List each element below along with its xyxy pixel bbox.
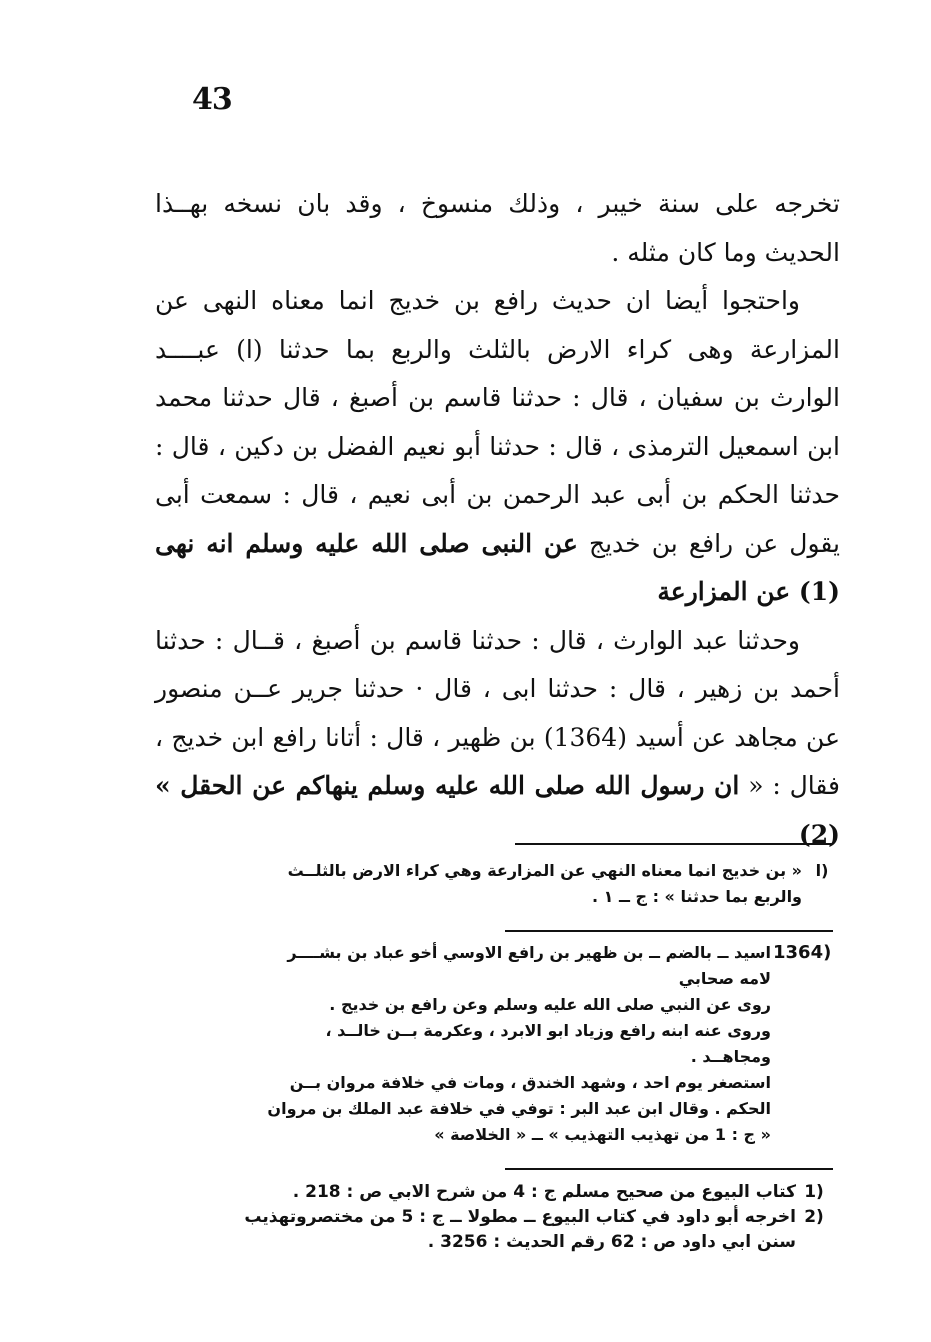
footnote-1-marker: 1)	[804, 1182, 824, 1202]
footnote-bio-line: روى عن النبي صلى الله عليه وسلم وعن رافع بن خديج .	[329, 995, 771, 1014]
footnote-bio	[175, 940, 841, 1148]
footnote-bio-line: ومجاهــد .	[690, 1047, 771, 1066]
footnote-separator-1	[515, 843, 833, 845]
footnote-2	[160, 1205, 832, 1255]
footnote-bio-line: وروى عنه ابنه رافع وزياد ابو الابرد ، وعكرمة بــن خالــد ،	[325, 1021, 771, 1040]
footnote-bio-line: لامه صحابي	[678, 969, 771, 988]
paragraph-2	[155, 277, 840, 617]
paragraph-3	[155, 617, 840, 860]
footnote-bio-line: استصغر يوم احد ، وشهد الخندق ، ومات في خلافة مروان بــن	[289, 1073, 771, 1092]
footnote-2-line: سنن ابي داود ص : 62 رقم الحديث : 3256 .	[427, 1232, 796, 1252]
footnote-separator-3	[505, 1168, 833, 1170]
paragraph-1-text: تخرجه على سنة خيبر ، وذلك منسوخ ، وقد بان نسخه بهــذا الحديث وما كان مثله .	[155, 189, 840, 267]
paragraph-2-text: واحتجوا أيضا ان حديث رافع بن خديج انما معناه النهى عن المزارعة وهى كراء الارض بالثلث والربع بما حدثنا (ا) عبــــد الوارث بن سفيان ، قال : حدثنا قاسم بن أصبغ ، قال حدثنا محمد ابن اسمعيل الترمذى ، قال : حدثنا أبو نعيم الفضل بن دكين ، قال : حدثنا الحكم بن أبى عبد الرحمن بن أبى نعيم ، قال : سمعت أبى يقول عن رافع بن خديج	[155, 286, 840, 558]
footnote-bio-line: « ج : 1 من تهذيب التهذيب » ــ « الخلاصة »	[434, 1125, 771, 1144]
footnote-separator-2	[505, 930, 833, 932]
footnote-bio-line: اسيد ــ بالضم ــ بن ظهير بن رافع الاوسي أخو عباد بن بشــــر	[287, 943, 771, 962]
paragraph-1	[155, 180, 840, 277]
footnote-1-line: كتاب البيوع من صحيح مسلم ج : 4 من شرح الابي ص : 218 .	[292, 1182, 796, 1202]
footnote-bio-line: الحكم . وقال ابن عبد البر : توفي في خلافة عبد الملك بن مروان	[267, 1099, 771, 1118]
footnote-1	[160, 1180, 832, 1205]
paragraph-3-emphasis: ان رسول الله صلى الله عليه وسلم ينهاكم عن الحقل » (2)	[155, 771, 840, 849]
paragraph-2-emphasis: عن النبى صلى الله عليه وسلم انه نهى (1) عن المزارعة	[155, 528, 840, 606]
footnote-a-line: « بن خديج انما معناه النهي عن المزارعة وهي كراء الارض بالثلــث	[287, 861, 802, 880]
footnote-a	[170, 858, 842, 910]
main-text	[155, 180, 840, 859]
footnote-a-line: والربع بما حدثنا » : ج ــ ١ .	[591, 887, 802, 906]
footnote-a-marker: ا)	[815, 861, 829, 880]
paragraph-3-text: وحدثنا عبد الوارث ، قال : حدثنا قاسم بن أصبغ ، قــال : حدثنا أحمد بن زهير ، قال : حدثنا ابى ، قال · حدثنا جرير عــن منصور عن مجاهد عن أسيد (1364) بن ظهير ، قال : أتانا رافع ابن خديج ، فقال : «	[155, 625, 840, 800]
page-number: 43	[192, 82, 232, 117]
footnotes-numbered	[160, 1180, 832, 1255]
footnote-2-marker: 2)	[804, 1207, 824, 1227]
footnote-bio-marker: 1364)	[773, 942, 832, 963]
footnote-2-line: اخرجه أبو داود في كتاب البيوع ــ مطولا ــ ج : 5 من مختصروتهذيب	[244, 1207, 796, 1227]
